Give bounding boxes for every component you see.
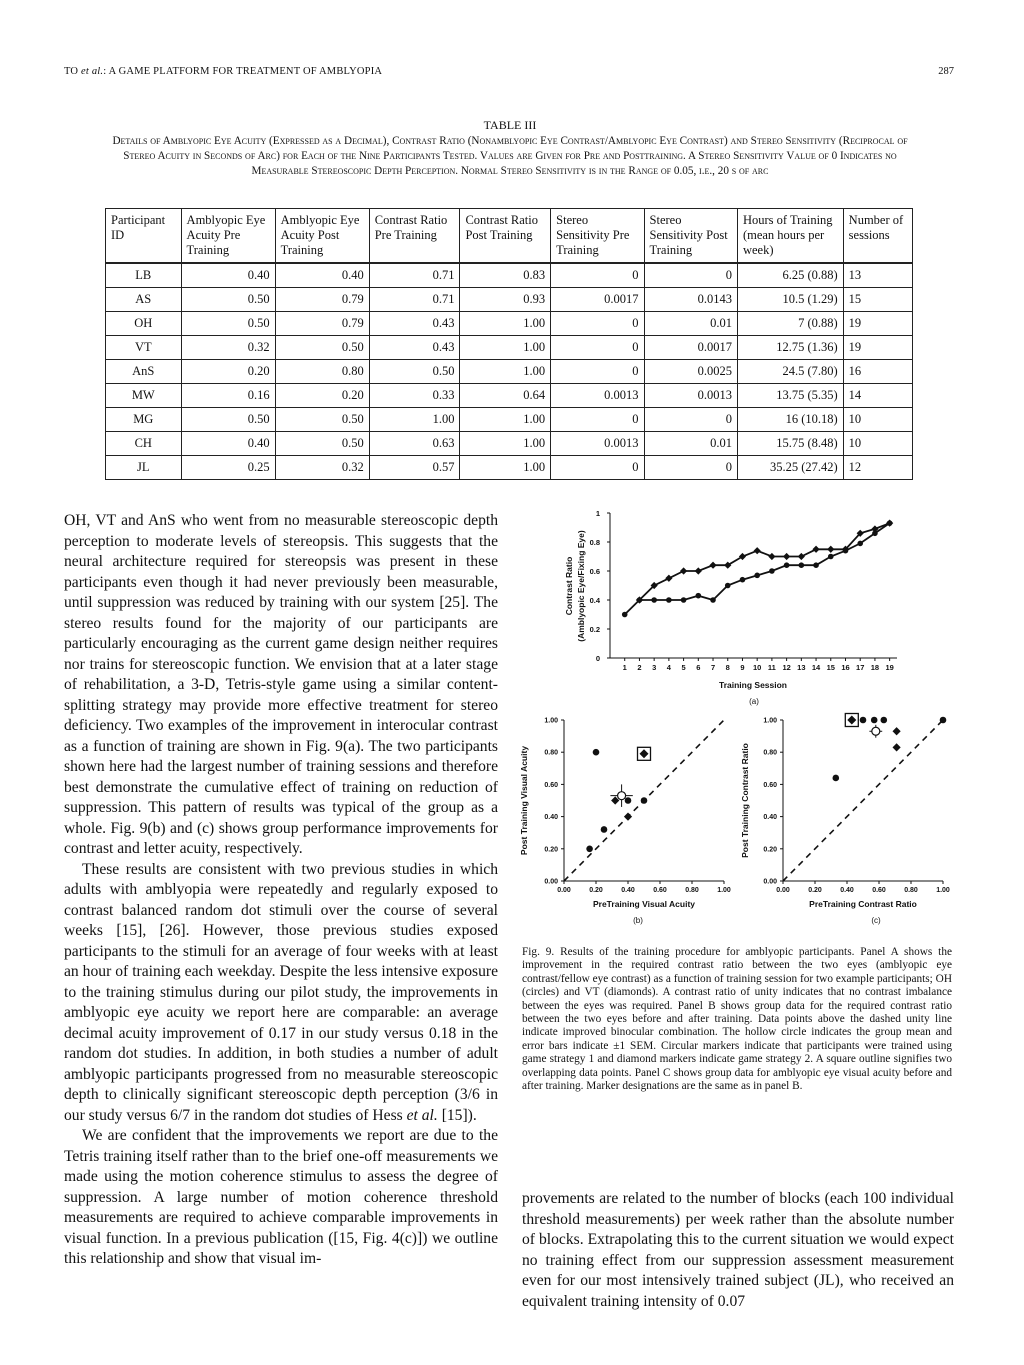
table-cell: JL <box>106 456 182 480</box>
table-row <box>106 360 913 384</box>
paragraph: We are confident that the improvements we report are due to the Tetris training itself rather than to the brief one-off measurements we made using the motion coherence stimulus to assess the degree of suppression. A large number of motion coherence threshold measurements are required to achieve comparable improvements in visual function. In a previous publication ([15, Fig. 4(c)]) we outline this relationship and show that visual im- <box>64 1127 498 1267</box>
panel-a-data-point <box>680 567 687 574</box>
panel-a-data-point <box>665 575 672 582</box>
panel-a-x-tick-label: 3 <box>652 663 657 672</box>
table-cell: 0.0013 <box>551 432 644 456</box>
figure-caption: Fig. 9. Results of the training procedure for amblyopic participants. Panel A shows the improvement in the required contrast ratio between the two eyes (amblyopic eye contrast/fellow eye contrast) as a function of training session for two example participants; OH (circles) and VT (diamonds). A contrast ratio of unity indicates that no contrast imbalance between the eyes was required. Panel B shows group data for the required contrast ratio between the two eyes before and after training. Data points above the dashed unity line indicate improved binocular combination. The hollow circle indicates the group mean and error bars indicate ±1 SEM. Circular markers indicate that participants were trained using game strategy 1 and diamond markers indicate game strategy 2. A square outline signifies two overlapping data points. Panel C shows group data for amblyopic eye visual acuity before and after training. Marker designations are the same as in panel B. <box>522 946 952 1093</box>
panel-a-data-point <box>769 568 775 574</box>
panel-a-data-point <box>827 546 834 553</box>
paragraph: OH, VT and AnS who went from no measurable stereoscopic depth perception to moderate levels of stereopsis. This suggests that the neural architecture required for stereopsis was present in these participants even though it had never previously been measurable, until suppression was reduced by training with our system [25]. The stereo results found for the majority of our participants are particularly encouraging as the current game design neither requires nor trains for stereoscopic function. We envision that at a later stage of rehabilitation, a 3-D, Tetris-style game using a similar content-splitting strategy may provide more effective treatment for stereo deficiency. Two examples of the improvement in interocular contrast as a function of training are shown in Fig. 9(a). The two participants shown here had the largest number of training sessions and therefore best demonstrate the cumulative effect of training on reduction of suppression. This pattern of results was typical of the group as a whole. Fig. 9(b) and (c) shows group performance improvements for contrast and letter acuity, respectively. <box>64 512 498 857</box>
table-cell: 0.50 <box>181 408 275 432</box>
table-cell: CH <box>106 432 182 456</box>
panel-a-y-tick-label: 0.8 <box>589 538 600 547</box>
scatter-y-axis-label: Post Training Contrast Ratio <box>740 743 750 858</box>
table-cell: 0.32 <box>275 456 369 480</box>
table-row <box>106 384 913 408</box>
panel-a-data-point <box>813 562 819 568</box>
scatter-y-tick-label: 1.00 <box>763 717 777 725</box>
table-cell: 0 <box>551 312 644 336</box>
scatter-data-point <box>893 743 901 751</box>
scatter-x-tick-label: 0.60 <box>653 887 667 894</box>
panel-a-data-point <box>651 597 657 603</box>
table-cell: 0.0013 <box>551 384 644 408</box>
panel-a-series-line <box>639 523 889 600</box>
table-cell: 0.40 <box>181 263 275 288</box>
table-cell: 35.25 (27.42) <box>737 456 843 480</box>
group-mean-marker <box>872 727 880 735</box>
table-cell: LB <box>106 263 182 288</box>
scatter-data-point <box>625 797 632 804</box>
table-cell: MW <box>106 384 182 408</box>
scatter-data-point <box>593 749 600 756</box>
scatter-data-point <box>641 797 648 804</box>
table-cell: 1.00 <box>460 312 551 336</box>
table-cell: 0 <box>644 408 737 432</box>
table-cell: 0 <box>551 408 644 432</box>
panel-label: (c) <box>871 916 881 925</box>
table-cell: 0.20 <box>275 384 369 408</box>
table-cell: 1.00 <box>460 336 551 360</box>
table-header-cell: Number of sessions <box>843 209 912 264</box>
panel-a-x-tick-label: 12 <box>782 663 791 672</box>
table-cell: 0.43 <box>369 336 460 360</box>
scatter-y-tick-label: 0.20 <box>763 846 777 854</box>
table-cell: 7 (0.88) <box>737 312 843 336</box>
page-number: 287 <box>938 66 954 77</box>
table-cell: 0.0143 <box>644 288 737 312</box>
scatter-y-tick-label: 0.60 <box>544 781 558 789</box>
scatter-x-tick-label: 0.80 <box>685 887 699 894</box>
panel-a-data-point <box>812 546 819 553</box>
panel-a-x-tick-label: 17 <box>856 663 865 672</box>
table-cell: 1.00 <box>460 432 551 456</box>
scatter-x-tick-label: 0.40 <box>840 887 854 894</box>
scatter-y-tick-label: 1.00 <box>544 717 558 725</box>
panel-a-data-point <box>768 553 775 560</box>
table-row <box>106 432 913 456</box>
scatter-x-tick-label: 1.00 <box>717 887 731 894</box>
panel-a-x-tick-label: 4 <box>666 663 671 672</box>
scatter-x-tick-label: 0.00 <box>557 887 571 894</box>
table-cell: 1.00 <box>369 408 460 432</box>
table-row <box>106 336 913 360</box>
panel-a-y-tick-label: 1 <box>595 509 600 518</box>
scatter-y-tick-label: 0.80 <box>763 749 777 757</box>
panel-a-y-tick-label: 0 <box>595 654 600 663</box>
panel-a-x-tick-label: 11 <box>767 663 776 672</box>
table-cell: 0.01 <box>644 432 737 456</box>
panel-a-data-point <box>725 583 731 589</box>
table-cell: 10 <box>843 408 912 432</box>
table-header <box>106 209 913 264</box>
panel-a-y-axis-label: (Amblyopic Eye/Fixing Eye) <box>576 530 586 642</box>
panel-a-y-tick-label: 0.2 <box>589 625 600 634</box>
table-cell: AS <box>106 288 182 312</box>
scatter-y-tick-label: 0.40 <box>763 814 777 822</box>
scatter-x-tick-label: 0.40 <box>621 887 635 894</box>
scatter-data-point <box>586 846 593 853</box>
table-row <box>106 456 913 480</box>
table-cell: 0.93 <box>460 288 551 312</box>
scatter-data-point <box>860 717 867 724</box>
scatter-x-tick-label: 0.00 <box>776 887 790 894</box>
scatter-y-tick-label: 0.00 <box>544 878 558 886</box>
table-cell: 13 <box>843 263 912 288</box>
table-cell: 0.80 <box>275 360 369 384</box>
running-header: TO et al.: A GAME PLATFORM FOR TREATMENT OF AMBLYOPIA <box>64 66 383 77</box>
table-cell: 0.71 <box>369 288 460 312</box>
table-cell: 0.0017 <box>551 288 644 312</box>
table-header-cell: Contrast Ratio Post Training <box>460 209 551 264</box>
scatter-data-point <box>893 727 901 735</box>
panel-a-x-tick-label: 10 <box>753 663 762 672</box>
scatter-x-tick-label: 0.60 <box>872 887 886 894</box>
table-cell: 0.71 <box>369 263 460 288</box>
table-cell: 1.00 <box>460 360 551 384</box>
table-cell: 15.75 (8.48) <box>737 432 843 456</box>
table-header-cell: Stereo Sensitivity Pre Training <box>551 209 644 264</box>
table-cell: 0.79 <box>275 312 369 336</box>
table-cell: 0 <box>551 263 644 288</box>
table-header-cell: Amblyopic Eye Acuity Post Training <box>275 209 369 264</box>
scatter-x-tick-label: 1.00 <box>936 887 950 894</box>
table-cell: 0.50 <box>275 336 369 360</box>
table-cell: 10 <box>843 432 912 456</box>
table-cell: 15 <box>843 288 912 312</box>
table-cell: 0 <box>551 360 644 384</box>
table-cell: 10.5 (1.29) <box>737 288 843 312</box>
scatter-x-tick-label: 0.20 <box>589 887 603 894</box>
data-table <box>105 208 913 480</box>
panel-a-data-point <box>754 573 760 579</box>
scatter-y-tick-label: 0.60 <box>763 781 777 789</box>
table-cell: 0.0013 <box>644 384 737 408</box>
table-header-cell: Stereo Sensitivity Post Training <box>644 209 737 264</box>
panel-a-x-tick-label: 15 <box>826 663 835 672</box>
table-cell: VT <box>106 336 182 360</box>
table-cell: 0 <box>644 456 737 480</box>
table-cell: 0.57 <box>369 456 460 480</box>
panel-a-data-point <box>666 597 672 603</box>
panel-a-data-point <box>622 612 628 618</box>
scatter-y-tick-label: 0.00 <box>763 878 777 886</box>
table-cell: 24.5 (7.80) <box>737 360 843 384</box>
panel-a-data-point <box>709 562 716 569</box>
table-cell: 16 <box>843 360 912 384</box>
panel-a-x-tick-label: 13 <box>797 663 806 672</box>
panel-a-data-point <box>798 553 805 560</box>
panel-a-data-point <box>710 597 716 603</box>
panel-a-x-tick-label: 6 <box>696 663 701 672</box>
table-cell: MG <box>106 408 182 432</box>
panel-label: (b) <box>633 916 643 925</box>
table-body <box>106 263 913 480</box>
table-cell: 0 <box>551 456 644 480</box>
table-cell: 12 <box>843 456 912 480</box>
scatter-y-tick-label: 0.80 <box>544 749 558 757</box>
figure-9 <box>512 502 962 942</box>
table-cell: 0.64 <box>460 384 551 408</box>
panel-a-x-tick-label: 16 <box>841 663 850 672</box>
table-cell: 0 <box>551 336 644 360</box>
table-cell: 0.63 <box>369 432 460 456</box>
table-cell: 13.75 (5.35) <box>737 384 843 408</box>
scatter-data-point <box>940 717 947 724</box>
panel-a-x-tick-label: 18 <box>870 663 880 672</box>
panel-a-label: (a) <box>749 697 759 706</box>
table-cell: 0.50 <box>369 360 460 384</box>
table-cell: OH <box>106 312 182 336</box>
table-row <box>106 263 913 288</box>
scatter-data-point <box>624 813 632 821</box>
panel-a-data-point <box>695 567 702 574</box>
table-cell: 12.75 (1.36) <box>737 336 843 360</box>
panel-a-data-point <box>799 562 805 568</box>
panel-a-x-tick-label: 19 <box>885 663 894 672</box>
panel-a-x-tick-label: 1 <box>622 663 627 672</box>
scatter-x-tick-label: 0.20 <box>808 887 822 894</box>
table-cell: 6.25 (0.88) <box>737 263 843 288</box>
table-cell: 0.50 <box>181 312 275 336</box>
panel-a-y-tick-label: 0.4 <box>589 596 600 605</box>
panel-a-x-tick-label: 2 <box>637 663 642 672</box>
table-cell: 0.50 <box>275 408 369 432</box>
table-caption: Details of Amblyopic Eye Acuity (Expressed as a Decimal), Contrast Ratio (Nonamblyopic Eye Contrast/Amblyopic Eye Contrast) and Stereo Sensitivity (Reciprocal of Stereo Acuity in Seconds of Arc) for Each of the Nine Participants Tested. Values are Given for Pre and Posttraining. A Stereo Sensitivity Value of 0 Indicates no Measurable Stereoscopic Depth Perception. Normal Stereo Sensitivity is in the Range of 0.05, i.e., 20 s of arc <box>112 135 908 177</box>
table-cell: 0.01 <box>644 312 737 336</box>
panel-a-x-tick-label: 5 <box>681 663 686 672</box>
scatter-data-point <box>833 775 840 782</box>
panel-a-x-tick-label: 14 <box>811 663 821 672</box>
scatter-data-point <box>881 717 888 724</box>
group-mean-marker <box>618 792 626 800</box>
table-cell: 0.16 <box>181 384 275 408</box>
panel-a-data-point <box>828 554 834 560</box>
panel-a-x-axis-label: Training Session <box>718 680 788 690</box>
panel-a-y-tick-label: 0.6 <box>589 567 600 576</box>
panel-a-data-point <box>754 547 761 554</box>
table-cell: 19 <box>843 336 912 360</box>
table-cell: 0.0025 <box>644 360 737 384</box>
unity-line <box>783 720 943 881</box>
table-cell: 1.00 <box>460 408 551 432</box>
paragraph: provements are related to the number of blocks (each 100 individual threshold measurements) per week rather than the absolute number of blocks. Extrapolating this to the current situation we would expect no training effect from our suppression assessment measurement even for our most intensively trained subject (JL), who received an equivalent training intensity of 0.07 <box>522 1190 954 1310</box>
scatter-y-tick-label: 0.20 <box>544 846 558 854</box>
table-header-row <box>106 209 913 264</box>
table-cell: AnS <box>106 360 182 384</box>
table-cell: 0.32 <box>181 336 275 360</box>
body-text-right <box>522 1189 954 1312</box>
panel-a-x-tick-label: 9 <box>740 663 745 672</box>
scatter-data-point <box>601 826 608 833</box>
panel-a-data-point <box>784 562 790 568</box>
table-cell: 0.33 <box>369 384 460 408</box>
panel-a-data-point <box>740 577 746 583</box>
table-row <box>106 312 913 336</box>
table-header-cell: Participant ID <box>106 209 182 264</box>
table-row <box>106 288 913 312</box>
panel-a-series-line <box>625 523 890 614</box>
scatter-x-tick-label: 0.80 <box>904 887 918 894</box>
table-cell: 0.43 <box>369 312 460 336</box>
table-cell: 0.25 <box>181 456 275 480</box>
table-cell: 14 <box>843 384 912 408</box>
table-cell: 1.00 <box>460 456 551 480</box>
panel-a-y-axis-label: Contrast Ratio <box>564 556 574 616</box>
scatter-x-axis-label: PreTraining Contrast Ratio <box>809 899 917 909</box>
table-cell: 16 (10.18) <box>737 408 843 432</box>
table-header-cell: Amblyopic Eye Acuity Pre Training <box>181 209 275 264</box>
scatter-data-point <box>871 717 878 724</box>
figure-9-svg <box>512 502 962 942</box>
table-cell: 0 <box>644 263 737 288</box>
table-cell: 0.50 <box>181 288 275 312</box>
table-header-cell: Hours of Training (mean hours per week) <box>737 209 843 264</box>
panel-a-x-tick-label: 8 <box>725 663 730 672</box>
table-cell: 0.0017 <box>644 336 737 360</box>
scatter-data-point <box>847 716 856 725</box>
table-label: TABLE III <box>483 118 537 132</box>
panel-a-data-point <box>681 597 687 603</box>
table-cell: 0.20 <box>181 360 275 384</box>
paragraph: These results are consistent with two previous studies in which adults with amblyopia were repeatedly and regularly exposed to contrast balanced random dot stimuli over the course of several weeks [15], [26]. However, those previous studies exposed participants to the stimuli for an average of four weeks with at least an hour of training each weekday. Despite the less intensive exposure to the training stimulus during our pilot study, the improvements in amblyopic eye acuity we report here are comparable: an average decimal acuity improvement of 0.17 in our study versus 0.18 in the random dot studies. In addition, in both studies a number of adult amblyopic participants progressed from no measurable stereoscopic depth to clinically significant stereoscopic depth perception (3/6 in our study versus 6/7 in the random dot studies of Hess et al. [15]). <box>64 860 498 1124</box>
panel-a-data-point <box>783 553 790 560</box>
table-cell: 0.40 <box>275 263 369 288</box>
panel-a-x-tick-label: 7 <box>710 663 716 672</box>
scatter-data-point <box>640 749 649 758</box>
table-cell: 0.50 <box>275 432 369 456</box>
scatter-y-axis-label: Post Training Visual Acuity <box>519 745 529 856</box>
scatter-y-tick-label: 0.40 <box>544 814 558 822</box>
table-cell: 0.40 <box>181 432 275 456</box>
panel-a-data-point <box>857 541 863 547</box>
table-row <box>106 408 913 432</box>
panel-a-data-point <box>696 593 702 599</box>
scatter-x-axis-label: PreTraining Visual Acuity <box>592 899 696 909</box>
table-cell: 19 <box>843 312 912 336</box>
body-text-left <box>64 511 498 1270</box>
table-header-cell: Contrast Ratio Pre Training <box>369 209 460 264</box>
table-cell: 0.83 <box>460 263 551 288</box>
table-cell: 0.79 <box>275 288 369 312</box>
